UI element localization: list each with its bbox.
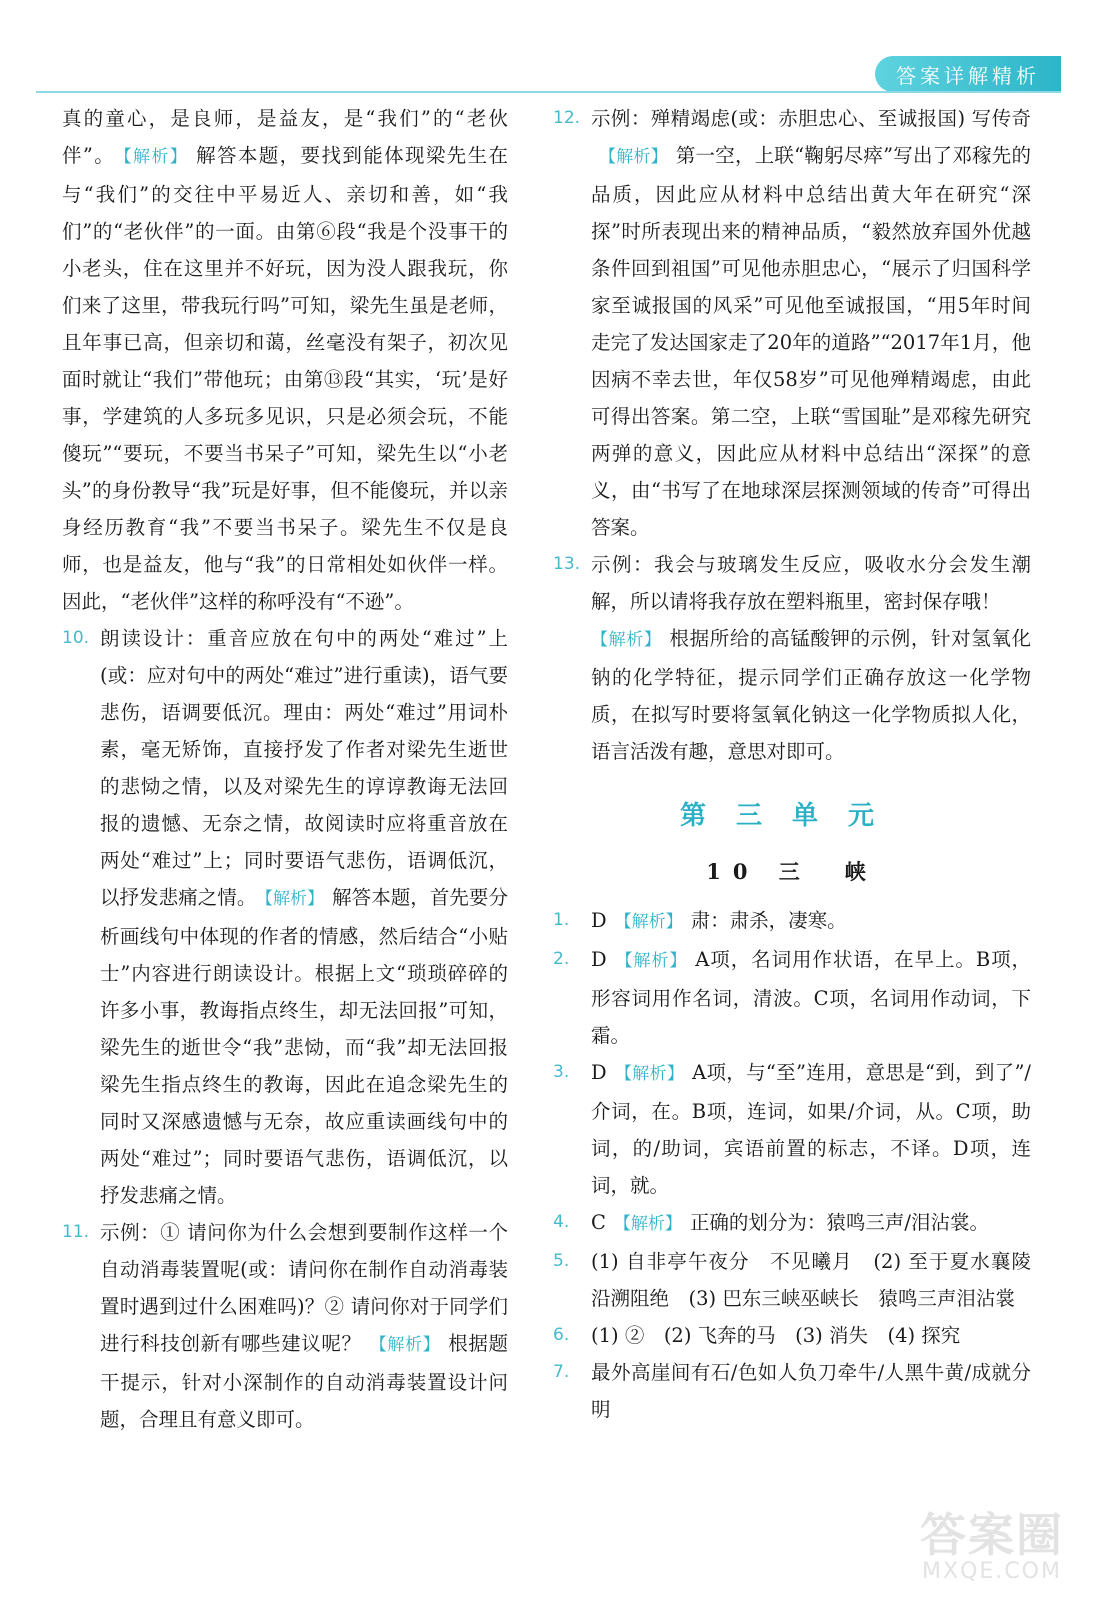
answer-text: D	[591, 948, 607, 971]
analysis-tag: 【解析】	[123, 147, 189, 167]
answer-text: 示例：我会与玻璃发生反应，吸收水分会发生潮解，所以请将我存放在塑料瓶里，密封保存哦！	[591, 553, 1031, 613]
header-tab-label: 答案详解精析	[896, 63, 1040, 88]
question-number: 4.	[553, 1212, 570, 1232]
analysis-text: 正确的划分为：猿鸣三声/泪沾裳。	[689, 1211, 989, 1234]
watermark-logo	[917, 1510, 1067, 1590]
answer-item-4	[553, 1204, 1031, 1243]
question-number: 10.	[62, 628, 90, 648]
answer-item-6	[553, 1317, 1031, 1354]
analysis-text: 根据题干提示，针对小深制作的自动消毒装置设计问题，合理且有意义即可。	[100, 1332, 508, 1431]
analysis-tag: 【解析】	[614, 951, 688, 971]
question-number: 1.	[553, 910, 570, 930]
answer-text: 真的童心，是良师，是益友，是“我们”的“老伙伴”。	[62, 107, 508, 167]
answer-item-2	[553, 941, 1031, 1054]
answer-text: C	[591, 1211, 606, 1234]
answer-text: 示例：殚精竭虑(或：赤胆忠心、至诚报国) 写传奇	[591, 107, 1031, 130]
analysis-text: A项，名词用作状语，在早上。B项，形容词用作名词，清波。C项，名词用作动词，下霜。	[591, 948, 1032, 1047]
unit-title: 第三单元	[679, 801, 904, 831]
answer-text: 朗读设计：重音应放在句中的两处“难过”上(或：应对句中的两处“难过”进行重读)，语气要悲伤，语调要低沉。理由：两处“难过”用词朴素，毫无矫饰，直接抒发了作者对梁先生逝世的悲恸之情，以及对梁先生的谆谆教诲无法回报的遗憾、无奈之情，故阅读时应将重音放在两处“难过”上；同时要语气悲伤，语调低沉，以抒发悲痛之情。	[100, 627, 508, 909]
analysis-text: 第一空，上联“鞠躬尽瘁”写出了邓稼先的品质，因此应从材料中总结出黄大年在研究“深探”时所表现出来的精神品质，“毅然放弃国外优越条件回到祖国”可见他赤胆忠心，“展示了归国科学家至诚报国的风采”可见他至诚报国，“用5年时间走完了发达国家走了20年的道路”“2017年1月，他因病不幸去世，年仅58岁”可见他殚精竭虑，由此可得出答案。第二空，上联“雪国耻”是邓稼先研究两弹的意义，因此应从材料中总结出“深探”的意义，由“书写了在地球深层探测领域的传奇”可得出答案。	[591, 144, 1031, 539]
question-number: 6.	[553, 1325, 570, 1345]
analysis-text: 肃：肃杀，凄寒。	[690, 909, 847, 932]
answer-item-7	[553, 1354, 1031, 1428]
question-number: 7.	[553, 1362, 570, 1382]
question-number: 13.	[553, 554, 581, 574]
answer-text: 最外高崖间有石/色如人负刀牵牛/人黑牛黄/成就分明	[591, 1361, 1031, 1421]
question-number: 11.	[62, 1222, 90, 1242]
answer-item-11	[62, 1214, 508, 1438]
watermark-main: 答案圈	[920, 1508, 1064, 1562]
analysis-tag: 【解析】	[264, 889, 325, 909]
header-rule	[36, 91, 1061, 93]
header-tab	[875, 56, 1061, 92]
question-number: 12.	[553, 108, 581, 128]
answer-item-5	[553, 1243, 1051, 1317]
analysis-text: 解答本题，要找到能体现梁先生在与“我们”的交往中平易近人、亲切和善，如“我们”的“老伙伴”的一面。由第⑥段“我是个没事干的小老头，住在这里并不好玩，因为没人跟我玩，你们来了这里，带我玩行吗”可知，梁先生虽是老师，且年事已高，但亲切和蔼，丝毫没有架子，初次见面时就让“我们”带他玩；由第⑬段“其实，‘玩’是好事，学建筑的人多玩多见识，只是必须会玩，不能傻玩”“要玩，不要当书呆子”可知，梁先生以“小老头”的身份教导“我”玩是好事，但不能傻玩，并以亲身经历教育“我”不要当书呆子。梁先生不仅是良师，也是益友，他与“我”的日常相处如伙伴一样。因此，“老伙伴”这样的称呼没有“不逊”。	[62, 144, 508, 613]
left-column	[62, 100, 508, 1438]
analysis-tag: 【解析】	[613, 1214, 682, 1234]
answer-text: 示例：① 请问你为什么会想到要制作这样一个自动消毒装置呢(或：请问你在制作自动消毒装置时遇到过什么困难吗)？② 请问你对于同学们进行科技创新有哪些建议呢？	[100, 1221, 508, 1355]
answer-text: (1) 自非亭午夜分 不见曦月 (2) 至于夏水襄陵 沿溯阻绝 (3) 巴东三峡巫峡长 猿鸣三声泪沾裳	[591, 1250, 1051, 1310]
analysis-text: 解答本题，首先要分析画线句中体现的作者的情感，然后结合“小贴士”内容进行朗读设计。根据上文“琐琐碎碎的许多小事，教诲指点终生，却无法回报”可知，梁先生的逝世令“我”悲恸，而“我”却无法回报梁先生指点终生的教诲，因此在追念梁先生的同时又深感遗憾与无奈，故应重读画线句中的两处“难过”；同时要语气悲伤，语调低沉，以抒发悲痛之情。	[100, 886, 508, 1207]
answer-text: D	[591, 909, 607, 932]
question-number: 2.	[553, 949, 570, 969]
answer-item-10	[62, 620, 508, 1214]
analysis-tag: 【解析】	[614, 912, 683, 932]
watermark-sub: MXQE.COM	[922, 1559, 1062, 1584]
analysis-tag: 【解析】	[599, 147, 668, 167]
analysis-text: 根据所给的高锰酸钾的示例，针对氢氧化钠的化学特征，提示同学们正确存放这一化学物质，在拟写时要将氢氧化钠这一化学物质拟人化，语言活泼有趣，意思对即可。	[591, 627, 1031, 763]
answer-item-3	[553, 1054, 1031, 1204]
answer-item-1	[553, 902, 1031, 941]
analysis-tag: 【解析】	[369, 1335, 441, 1355]
answer-item-12	[553, 100, 1031, 546]
answer-text: (1) ② (2) 飞奔的马 (3) 消失 (4) 探究	[591, 1324, 961, 1347]
analysis-tag: 【解析】	[591, 630, 662, 650]
answer-text: D	[591, 1061, 607, 1084]
question-number: 3.	[553, 1062, 570, 1082]
answer-item-continuation	[62, 100, 508, 620]
right-column	[553, 100, 1051, 1428]
answer-item-13	[553, 546, 1031, 770]
question-number: 5.	[553, 1251, 570, 1271]
lesson-title: 10 三 峡	[706, 859, 878, 884]
analysis-text: A项，与“至”连用，意思是“到，到了”/介词，在。B项，连词，如果/介词，从。C项，助词，的/助词，宾语前置的标志，不译。D项，连词，就。	[591, 1061, 1031, 1197]
analysis-tag: 【解析】	[614, 1064, 685, 1084]
